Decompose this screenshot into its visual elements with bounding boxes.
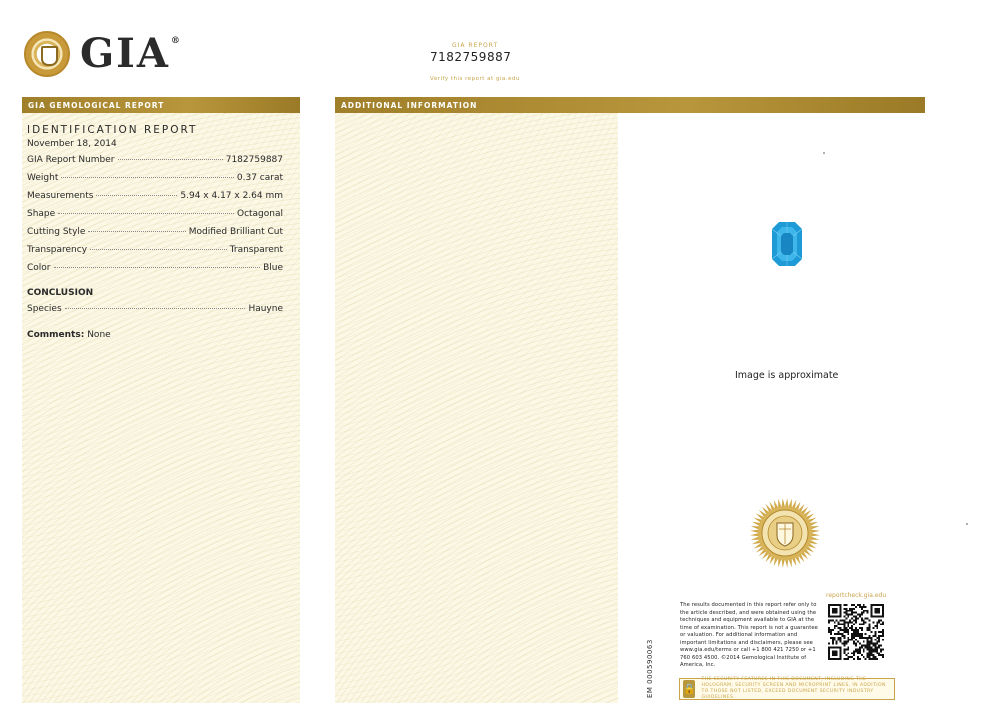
image-caption: Image is approximate <box>735 370 839 381</box>
report-field-row <box>27 209 283 227</box>
gia-seal-icon <box>24 31 70 77</box>
dot-leader <box>96 195 177 196</box>
field-label: Transparency <box>27 245 88 255</box>
gia-gold-seal-icon <box>749 497 821 569</box>
report-field-row <box>27 191 283 209</box>
report-field-row <box>27 245 283 263</box>
lock-icon: 🔒 <box>683 680 695 698</box>
comments-label: Comments: <box>27 330 85 340</box>
report-field-row <box>27 227 283 245</box>
field-label: GIA Report Number <box>27 155 115 165</box>
field-label: Measurements <box>27 191 94 201</box>
field-value: Blue <box>263 263 283 273</box>
dot-leader <box>118 159 223 160</box>
report-fields <box>27 155 283 281</box>
field-value: Modified Brilliant Cut <box>188 227 283 237</box>
blue-gemstone-icon <box>772 222 802 266</box>
report-number: 7182759887 <box>430 50 512 64</box>
field-value: 0.37 carat <box>236 173 283 183</box>
report-field-row <box>27 155 283 173</box>
report-title: IDENTIFICATION REPORT <box>27 124 198 136</box>
field-value: Hauyne <box>248 304 283 314</box>
security-notice <box>679 678 895 700</box>
dot-leader <box>54 267 261 268</box>
conclusion-fields <box>27 304 283 322</box>
qr-code-icon <box>828 604 884 660</box>
report-field-row <box>27 304 283 322</box>
field-label: Weight <box>27 173 59 183</box>
reportcheck-link[interactable]: reportcheck.gia.edu <box>826 592 887 599</box>
serial-number: EM 000590063 <box>646 639 654 698</box>
field-label: Cutting Style <box>27 227 86 237</box>
dot-leader <box>61 177 234 178</box>
field-value: 5.94 x 4.17 x 2.64 mm <box>180 191 283 201</box>
dot-leader <box>88 231 185 232</box>
report-field-row <box>27 263 283 281</box>
field-label: Shape <box>27 209 56 219</box>
field-value: Octagonal <box>236 209 283 219</box>
report-content <box>27 124 283 340</box>
report-field-row <box>27 173 283 191</box>
field-label: Species <box>27 304 62 314</box>
comments <box>27 330 283 340</box>
conclusion-title: CONCLUSION <box>27 288 94 298</box>
additional-information-bar: ADDITIONAL INFORMATION <box>335 97 925 113</box>
field-label: Color <box>27 263 51 273</box>
dot-leader <box>90 249 227 250</box>
brand-name: GIA® <box>80 30 182 77</box>
gia-logo <box>24 30 182 77</box>
report-header <box>430 42 520 82</box>
field-value: Transparent <box>229 245 283 255</box>
verify-text: Verify this report at gia.edu <box>430 76 520 82</box>
dot-leader <box>65 308 246 309</box>
gemological-report-bar: GIA GEMOLOGICAL REPORT <box>22 97 300 113</box>
comments-value: None <box>87 330 111 340</box>
speck <box>966 523 968 525</box>
dot-leader <box>58 213 234 214</box>
speck <box>823 152 825 154</box>
additional-info-panel <box>335 113 618 703</box>
disclaimer-text: The results documented in this report refer only to the article described, and were obtained using the techniques and equipment available to GIA at the time of examination. This report is not a guarantee or valuation. For additional information and important limitations and disclaimers, please see www.gia.edu/terms or call +1 800 421 7250 or +1 760 603 4500. ©2014 Gemological Institute of America, Inc. <box>680 602 818 668</box>
report-date: November 18, 2014 <box>27 139 117 149</box>
report-label: GIA REPORT <box>452 42 499 49</box>
field-value: 7182759887 <box>225 155 283 165</box>
security-text: THE SECURITY FEATURES IN THIS DOCUMENT, INCLUDING THE HOLOGRAM, SECURITY SCREEN AND MICROPRINT LINES, IN ADDITION TO THOSE NOT LISTED, EXCEED DOCUMENT SECURITY INDUSTRY GUIDELINES. <box>701 677 886 700</box>
